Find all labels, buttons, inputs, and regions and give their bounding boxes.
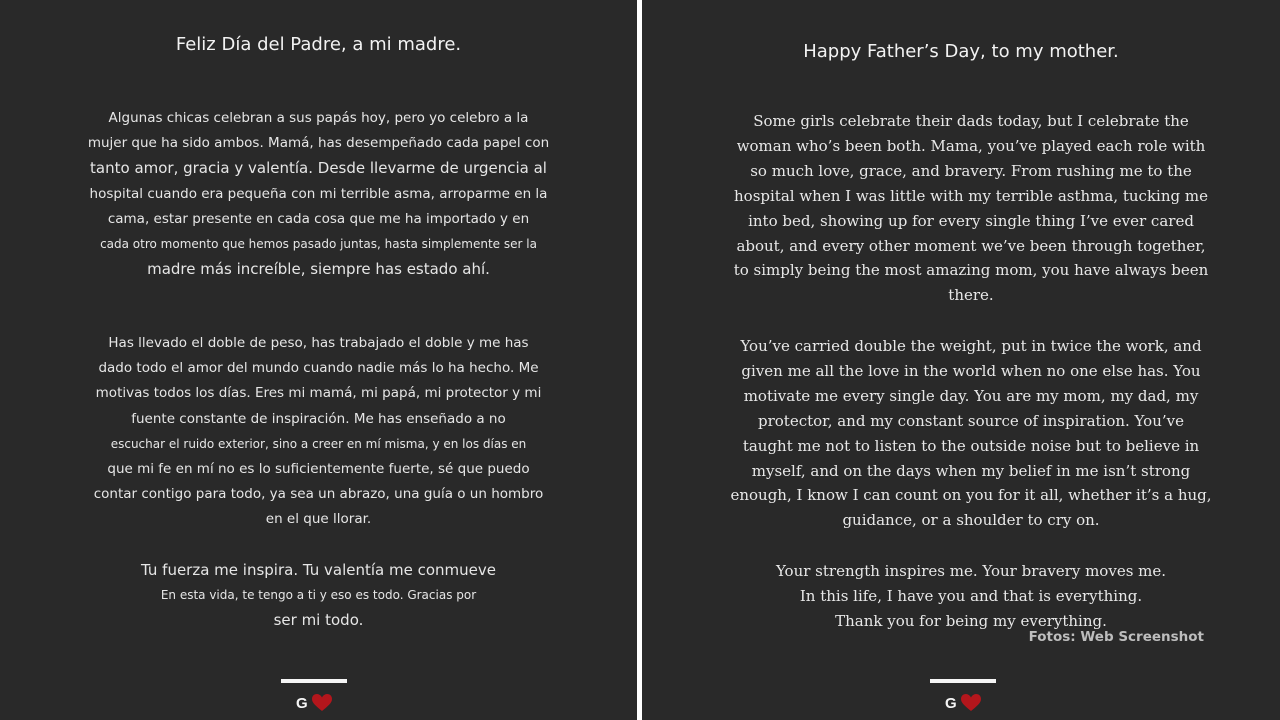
heart-icon — [961, 694, 981, 712]
note-paragraph-2 — [0, 331, 637, 533]
note-line: madre más increíble, siempre has estado ahí. — [147, 260, 490, 279]
note-line: Your strength inspires me. Your bravery moves me. — [775, 562, 1167, 580]
note-line: to simply being the most amazing mom, you have always been — [733, 261, 1209, 280]
photo-credit: Fotos: Web Screenshot — [1028, 629, 1204, 645]
spanish-note-panel — [0, 0, 637, 720]
note-line: En esta vida, te tengo a ti y eso es todo. Gracias por — [160, 588, 477, 603]
note-line: Tu fuerza me inspira. Tu valentía me conmueve — [141, 561, 496, 579]
english-note-panel — [642, 0, 1280, 720]
note-line: Algunas chicas celebran a sus papás hoy, pero yo celebro a la — [108, 110, 529, 126]
note-line: woman who’s been both. Mama, you’ve played each role with — [736, 136, 1206, 155]
note-paragraph-3 — [682, 559, 1260, 634]
note-line: given me all the love in the world when no one else has. You — [741, 361, 1201, 380]
footer-divider — [930, 679, 996, 683]
note-line: cama, estar presente en cada cosa que me ha importado y en — [107, 210, 530, 227]
note-line: guidance, or a shoulder to cry on. — [842, 511, 1100, 530]
note-line: there. — [948, 286, 994, 305]
note-line: Thank you for being my everything. — [835, 611, 1107, 630]
note-line: en el que llorar. — [265, 511, 372, 528]
note-line: dado todo el amor del mundo cuando nadie más lo ha hecho. Me — [98, 360, 539, 377]
footer-brand — [296, 692, 332, 714]
note-line: Has llevado el doble de peso, has trabajado el doble y me has — [108, 335, 529, 351]
note-line: enough, I know I can count on you for it all, whether it’s a hug, — [730, 486, 1212, 505]
footer-brand — [945, 692, 981, 714]
footer-divider — [281, 679, 347, 683]
note-line: fuente constante de inspiración. Me has enseñado a no — [131, 410, 506, 427]
note-line: taught me not to listen to the outside noise but to believe in — [742, 436, 1200, 455]
note-line: motivate me every single day. You are my mom, my dad, my — [743, 386, 1199, 405]
footer-letter: G — [945, 694, 957, 712]
note-line: contar contigo para todo, ya sea un abrazo, una guía o un hombro — [93, 486, 544, 503]
note-line: myself, and on the days when my belief in me isn’t strong — [751, 461, 1191, 480]
note-line: motivas todos los días. Eres mi mamá, mi papá, mi protector y mi — [95, 385, 542, 402]
note-line: cada otro momento que hemos pasado juntas, hasta simplemente ser la — [100, 237, 537, 252]
note-line: que mi fe en mí no es lo suficientemente fuerte, sé que puedo — [107, 461, 530, 478]
note-line: protector, and my constant source of inspiration. You’ve — [758, 411, 1184, 430]
note-line: about, and every other moment we’ve been through together, — [736, 236, 1206, 255]
note-line: into bed, showing up for every single thing I’ve ever cared — [748, 211, 1194, 230]
note-line: You’ve carried double the weight, put in twice the work, and — [740, 337, 1202, 355]
note-line: so much love, grace, and bravery. From rushing me to the — [750, 161, 1192, 180]
note-paragraph-2 — [682, 334, 1260, 533]
note-line: hospital when I was little with my terrible asthma, tucking me — [734, 186, 1208, 205]
note-title: Feliz Día del Padre, a mi madre. — [175, 34, 462, 55]
note-line: In this life, I have you and that is everything. — [799, 586, 1143, 605]
note-line: ser mi todo. — [273, 611, 364, 630]
note-title: Happy Father’s Day, to my mother. — [803, 41, 1119, 62]
note-paragraph-1 — [0, 106, 637, 282]
note-line: escuchar el ruido exterior, sino a creer en mí misma, y en los días en — [110, 436, 527, 451]
note-paragraph-3 — [0, 558, 637, 634]
footer-letter: G — [296, 694, 308, 712]
note-line: mujer que ha sido ambos. Mamá, has desempeñado cada papel con — [87, 135, 550, 152]
heart-icon — [312, 694, 332, 712]
note-line: Some girls celebrate their dads today, but I celebrate the — [753, 112, 1189, 130]
note-line: tanto amor, gracia y valentía. Desde llevarme de urgencia al — [90, 159, 547, 178]
note-paragraph-1 — [682, 109, 1260, 308]
note-line: hospital cuando era pequeña con mi terrible asma, arroparme en la — [89, 185, 548, 202]
